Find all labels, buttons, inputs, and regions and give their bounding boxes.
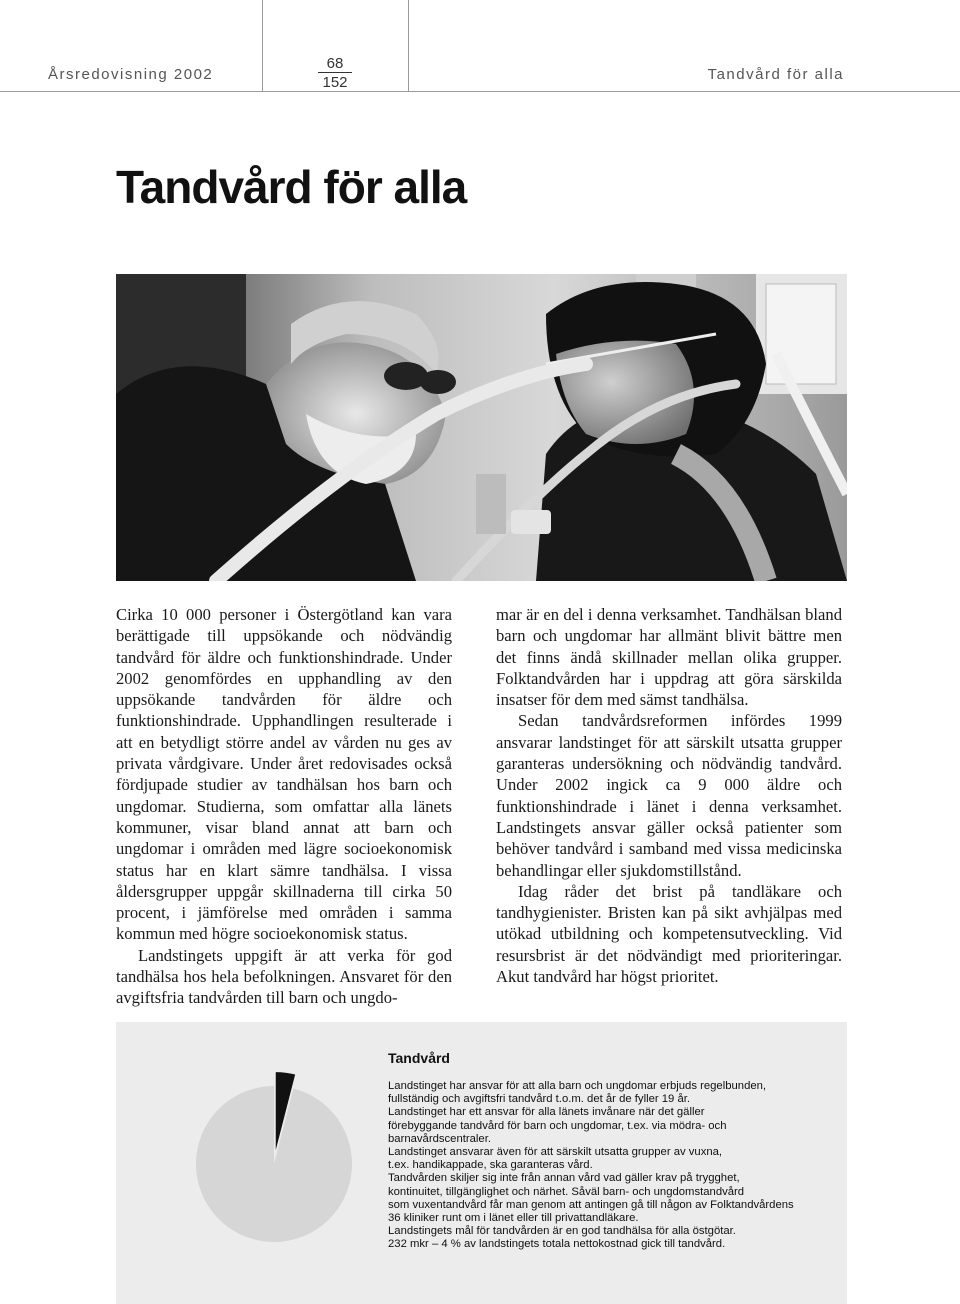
dental-treatment-photo bbox=[116, 274, 847, 581]
page-title: Tandvård för alla bbox=[116, 161, 467, 213]
pie-slice-1 bbox=[196, 1086, 352, 1242]
body-paragraph-2: Landstingets uppgift är att verka för god tandhälsa hos hela befolkningen. Ansvaret för den avgiftsfria tandvården till barn och ungdo- bbox=[116, 945, 452, 1008]
fact-line: kontinuitet, tillgänglighet och närhet. Såväl barn- och ungdomstandvård bbox=[388, 1185, 745, 1198]
header-report-title: Årsredovisning 2002 bbox=[48, 66, 214, 83]
page-number-total: 152 bbox=[322, 74, 348, 91]
fact-line: barnavårdscentraler. bbox=[388, 1132, 491, 1145]
body-paragraph-5: Idag råder det brist på tandläkare och tandhygienister. Bristen kan på sikt avhjälpas med utökad utbildning och kompetensutveckling. Vid resursbrist är det nödvändigt med prioriteringar. Akut tandvård har högst prioritet. bbox=[496, 881, 842, 987]
page-number-rule bbox=[318, 72, 352, 73]
body-paragraph-3: mar är en del i denna verksamhet. Tandhälsan bland barn och ungdomar har allmänt blivit bättre men det finns ändå skillnader mellan olika grupper. Folktandvården har i uppdrag att göra särskilda insatser för dem med sämst tandhälsa. bbox=[496, 605, 842, 710]
header-divider-right bbox=[408, 0, 409, 92]
page-header bbox=[0, 0, 960, 92]
page-number-current: 68 bbox=[326, 55, 344, 72]
header-section-title: Tandvård för alla bbox=[707, 66, 844, 83]
fact-line: som vuxentandvård får man genom att antingen gå till någon av Folktandvårdens bbox=[388, 1198, 794, 1211]
body-column-left bbox=[116, 604, 452, 1009]
fact-box-text bbox=[388, 1080, 838, 1252]
body-paragraph-4: Sedan tandvårdsreformen infördes 1999 ansvarar landstinget för att särskilt utsatta grupper garanteras undersökning och nödvändig tandvård. Under 2002 ingick ca 9 000 äldre och funktionshindrade i länet i denna verksamhet. Landstingets ansvar gäller också patienter som behöver tandvård i samband med vissa medicinska behandlingar eller sjukdomstillstånd. bbox=[496, 711, 842, 880]
fact-box-title: Tandvård bbox=[388, 1050, 450, 1066]
fact-box bbox=[116, 1022, 847, 1304]
fact-line: 232 mkr – 4 % av landstingets totala nettokostnad gick till tandvård. bbox=[388, 1238, 726, 1251]
fact-line: Landstinget har ansvar för att alla barn och ungdomar erbjuds regelbunden, bbox=[388, 1080, 767, 1092]
photo-illustration bbox=[116, 274, 847, 581]
fact-line: Landstinget har ett ansvar för alla länets invånare när det gäller bbox=[388, 1106, 705, 1119]
fact-line: förebyggande tandvård för barn och ungdomar, t.ex. via mödra- och bbox=[388, 1119, 727, 1132]
body-paragraph-1: Cirka 10 000 personer i Östergötland kan vara berättigade till uppsökande och nödvändig tandvård för äldre och funktionshindrade. Under 2002 genomfördes en upphandling av den uppsökande tandvården för äldre och funktionshindrade. Upphandlingen resulterade i att en betydligt större andel av vården nu ges av privata vårdgivare. Under året redovisades också fördjupade studier av tandhälsan hos barn och ungdomar. Studierna, som omfattar alla länets kommuner, visar bland annat att barn och ungdomar i områden med lägre socioekonomisk status har en klart sämre tandhälsa. I vissa åldersgrupper uppgår skillnaderna till cirka 50 procent, i jämförelse med områden i samma kommun med högre socioekonomisk status. bbox=[116, 605, 452, 944]
fact-line: fullständig och avgiftsfri tandvård t.o.m. det år de fyller 19 år. bbox=[388, 1093, 691, 1106]
fact-line: t.ex. handikappade, ska garanteras vård. bbox=[388, 1159, 593, 1172]
fact-line: Tandvården skiljer sig inte från annan vård vad gäller krav på trygghet, bbox=[388, 1172, 740, 1185]
fact-line: Landstingets mål för tandvården är en god tandhälsa för alla östgötar. bbox=[388, 1225, 736, 1238]
header-rule bbox=[0, 91, 960, 92]
header-divider-left bbox=[262, 0, 263, 92]
body-column-right bbox=[496, 604, 842, 987]
fact-line: 36 kliniker runt om i länet eller till privattandläkare. bbox=[388, 1212, 639, 1225]
fact-line: Landstinget ansvarar även för att särskilt utsatta grupper av vuxna, bbox=[388, 1146, 723, 1159]
cost-share-pie-chart bbox=[184, 1064, 364, 1244]
